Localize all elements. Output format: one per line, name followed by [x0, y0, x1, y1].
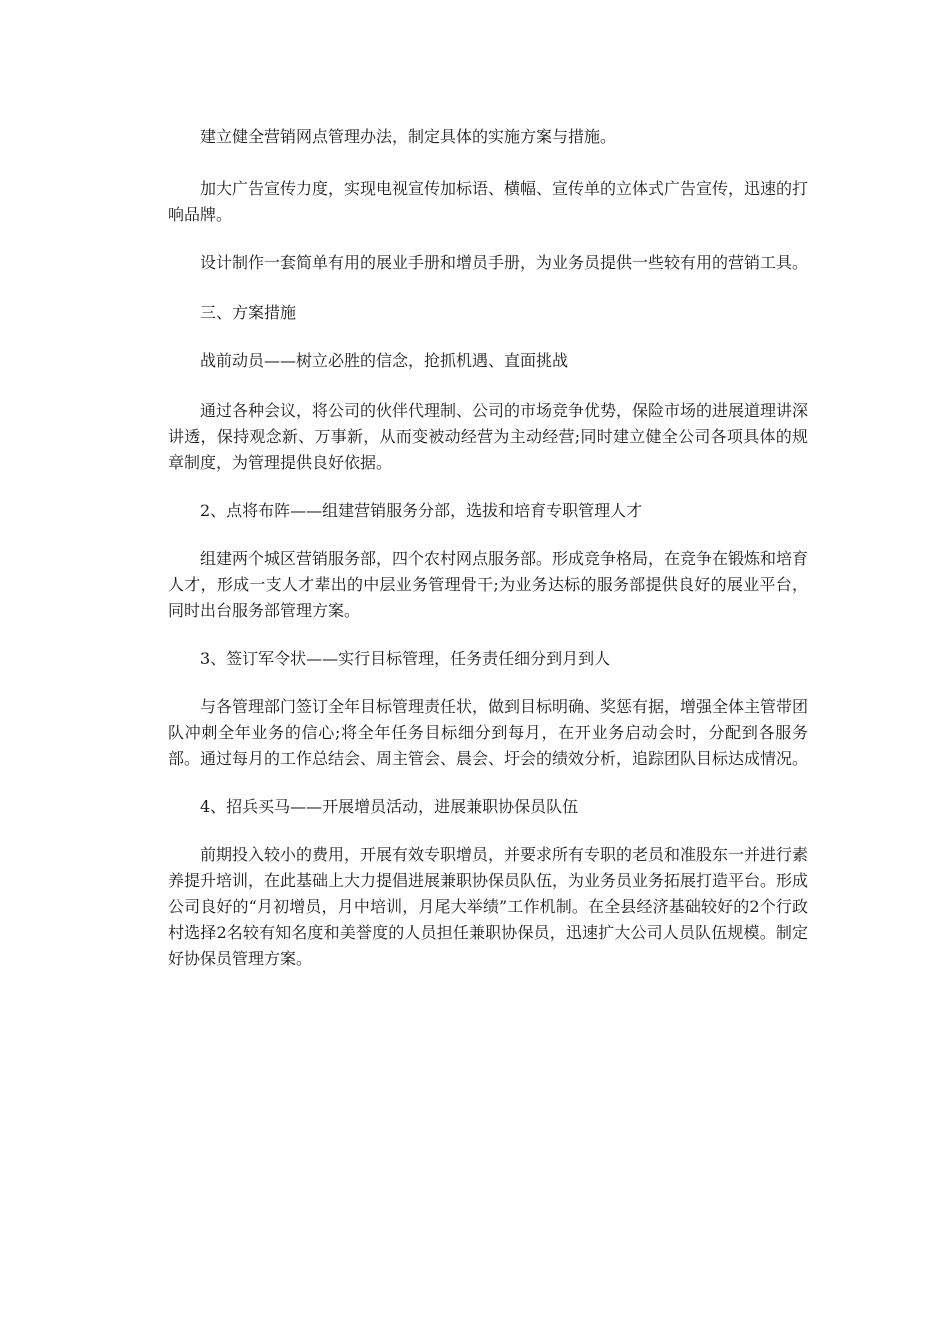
subheading-target-management: 3、签订军令状——实行目标管理，任务责任细分到月到人 [200, 649, 611, 668]
paragraph-target-management: 与各管理部门签订全年目标管理责任状，做到目标明确、奖惩有据，增强全体主管带团队冲刺全年业务的信心;将全年任务目标细分到每月，在开业务启动会时，分配到各服务部。通过每月的工作总结会、周主管会、晨会、圩会的绩效分析，追踪团队目标达成情况。 [168, 697, 809, 768]
subheading-mobilization: 战前动员——树立必胜的信念，抢抓机遇、直面挑战 [200, 351, 569, 370]
paragraph-outlet-management: 建立健全营销网点管理办法，制定具体的实施方案与措施。 [200, 127, 617, 146]
paragraph-handbook: 设计制作一套简单有用的展业手册和增员手册，为业务员提供一些较有用的营销工具。 [200, 253, 809, 272]
subheading-recruitment: 4、招兵买马——开展增员活动，进展兼职协保员队伍 [200, 797, 579, 816]
paragraph-recruitment: 前期投入较小的费用，开展有效专职增员，并要求所有专职的老员和准股东一并进行素养提升培训，在此基础上大力提倡进展兼职协保员队伍，为业务员业务拓展打造平台。形成公司良好的“月初增员，月中培训，月尾大举绩”工作机制。在全县经济基础较好的2个行政村选择2名较有知名度和美誉度的人员担任兼职协保员，迅速扩大公司人员队伍规模。制定好协保员管理方案。 [168, 845, 809, 968]
paragraph-deployment: 组建两个城区营销服务部，四个农村网点服务部。形成竞争格局，在竞争在锻炼和培育人才，形成一支人才辈出的中层业务管理骨干;为业务达标的服务部提供良好的展业平台，同时出台服务部管理方案。 [168, 549, 809, 620]
subheading-deployment: 2、点将布阵——组建营销服务分部，选拔和培育专职管理人才 [200, 501, 643, 520]
paragraph-mobilization: 通过各种会议，将公司的伙伴代理制、公司的市场竞争优势，保险市场的进展道理讲深讲透，保持观念新、万事新，从而变被动经营为主动经营;同时建立健全公司各项具体的规章制度，为管理提供良好依据。 [168, 401, 809, 472]
section-heading-measures: 三、方案措施 [200, 303, 297, 322]
paragraph-advertising: 加大广告宣传力度，实现电视宣传加标语、横幅、宣传单的立体式广告宣传，迅速的打响品牌。 [168, 179, 809, 224]
